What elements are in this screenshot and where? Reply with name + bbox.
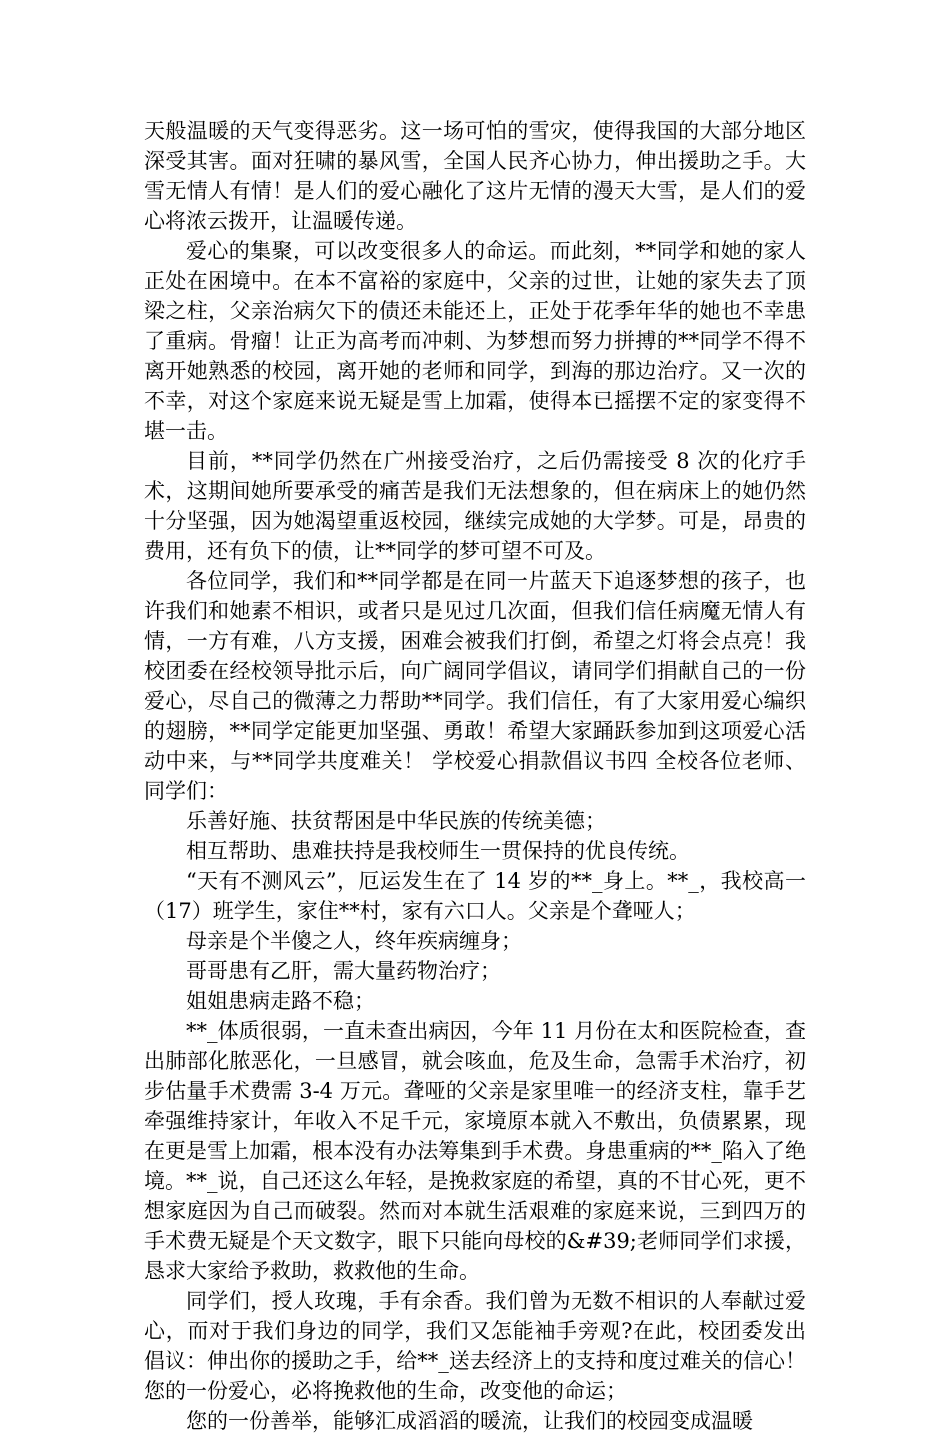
paragraph-9: 哥哥患有乙肝，需大量药物治疗； [186,959,501,983]
paragraph-12: 同学们，授人玫瑰，手有余香。我们曾为无数不相识的人奉献过爱心，而对于我们身边的同学，我们又怎能袖手旁观?在此，校团委发出倡议：伸出你的援助之手，给**_送去经济上的支持和度过难关的信心！您的一份爱心，必将挽救他的生命，改变他的命运； [144,1289,806,1403]
paragraph-7: “天有不测风云”，厄运发生在了 14 岁的**_身上。**_，我校高一（17）班学生，家住**村，家有六口人。父亲是个聋哑人； [144,869,806,923]
document-body [144,116,806,1436]
paragraph-11: **_体质很弱，一直未查出病因，今年 11 月份在太和医院检查，查出肺部化脓恶化，一旦感冒，就会咳血，危及生命，急需手术治疗，初步估量手术费需 3-4 万元。聋哑的父亲是家里唯一的经济支柱，靠手艺牵强维持家计，年收入不足千元，家境原本就入不敷出，负债累累，现在更是雪上加霜，根本没有办法筹集到手术费。身患重病的**_陷入了绝境。**_说，自己还这么年轻，是挽救家庭的希望，真的不甘心死，更不想家庭因为自己而破裂。然而对本就生活艰难的家庭来说，三到四万的手术费无疑是个天文数字，眼下只能向母校的&#39;老师同学们求援，恳求大家给予救助，救救他的生命。 [144,1019,806,1283]
paragraph-6: 相互帮助、患难扶持是我校师生一贯保持的优良传统。 [186,839,690,863]
paragraph-3: 目前，**同学仍然在广州接受治疗，之后仍需接受 8 次的化疗手术，这期间她所要承受的痛苦是我们无法想象的，但在病床上的她仍然十分坚强，因为她渴望重返校园，继续完成她的大学梦。可是，昂贵的费用，还有负下的债，让**同学的梦可望不可及。 [144,449,806,563]
paragraph-8: 母亲是个半傻之人，终年疾病缠身； [186,929,522,953]
paragraph-5: 乐善好施、扶贫帮困是中华民族的传统美德； [186,809,606,833]
paragraph-2: 爱心的集聚，可以改变很多人的命运。而此刻，**同学和她的家人正处在困境中。在本不富裕的家庭中，父亲的过世，让她的家失去了顶梁之柱，父亲治病欠下的债还未能还上，正处于花季年华的她也不幸患了重病。骨瘤！让正为高考而冲刺、为梦想而努力拼搏的**同学不得不离开她熟悉的校园，离开她的老师和同学，到海的那边治疗。又一次的不幸，对这个家庭来说无疑是雪上加霜，使得本已摇摆不定的家变得不堪一击。 [144,239,806,443]
paragraph-10: 姐姐患病走路不稳； [186,989,375,1013]
paragraph-1: 天般温暖的天气变得恶劣。这一场可怕的雪灾，使得我国的大部分地区深受其害。面对狂啸的暴风雪，全国人民齐心协力，伸出援助之手。大雪无情人有情！是人们的爱心融化了这片无情的漫天大雪，是人们的爱心将浓云拨开，让温暖传递。 [144,119,806,233]
paragraph-13: 您的一份善举，能够汇成滔滔的暖流，让我们的校园变成温暖 [186,1409,753,1433]
paragraph-4: 各位同学，我们和**同学都是在同一片蓝天下追逐梦想的孩子，也许我们和她素不相识，或者只是见过几次面，但我们信任病魔无情人有情，一方有难，八方支援，困难会被我们打倒，希望之灯将会点亮！我校团委在经校领导批示后，向广阔同学倡议，请同学们捐献自己的一份爱心，尽自己的微薄之力帮助**同学。我们信任，有了大家用爱心编织的翅膀，**同学定能更加坚强、勇敢！希望大家踊跃参加到这项爱心活动中来，与**同学共度难关！ 学校爱心捐款倡议书四 全校各位老师、同学们： [144,569,806,803]
